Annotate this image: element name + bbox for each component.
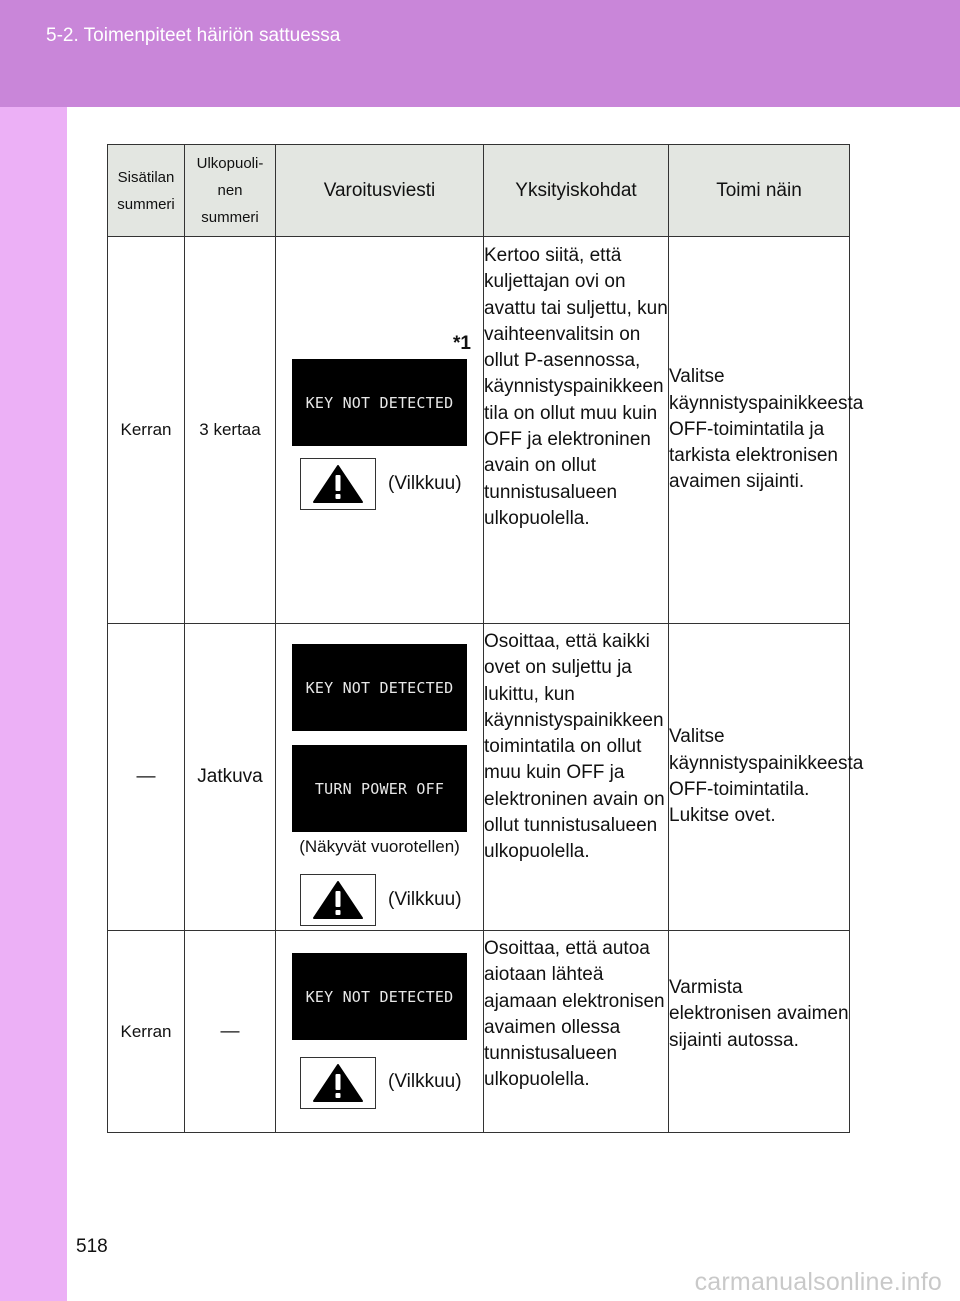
row3-details: Osoittaa, että autoa aiotaan lähteä ajamaan elektronisen avaimen ollessa tunnistusalueen ulkopuolella. [484,931,669,1133]
lcd-display: KEY NOT DETECTED [292,644,467,731]
lcd-display: KEY NOT DETECTED [292,359,467,446]
row3-outside: — [185,931,276,1133]
table-header-row [108,145,850,237]
row1-details: Kertoo siitä, että kuljettajan ovi on avattu tai suljettu, kun vaihteenvalitsin on ollut P-asennossa, käynnistyspainikkeen tila on ollut muu kuin OFF ja elektroninen avain on ollut tunnistusalueen ulkopuolella. [484,237,669,624]
warning-indicator [300,874,376,926]
table-row [108,624,850,931]
row1-action: Valitse käynnistyspainikkeesta OFF-toimintatila ja tarkista elektronisen avaimen sijainti. [669,237,850,624]
watermark: carmanualsonline.info [694,1268,942,1296]
flash-label: (Vilkkuu) [388,1071,462,1092]
lcd-display: KEY NOT DETECTED [292,953,467,1040]
flash-label: (Vilkkuu) [388,889,462,910]
table-row [108,931,850,1133]
warning-table [107,144,864,1133]
row3-inside: Kerran [108,931,185,1133]
section-title: 5-2. Toimenpiteet häiriön sattuessa [46,25,341,46]
row1-outside: 3 kertaa [185,237,276,624]
header-band [0,0,960,107]
header-action: Toimi näin [669,145,850,237]
row2-action: Valitse käynnistyspainikkeesta OFF-toimintatila. Lukitse ovet. [669,624,850,931]
row3-message [276,931,484,1133]
alternating-label: (Näkyvät vuorotellen) [299,837,460,856]
row2-inside: — [108,624,185,931]
header-message: Varoitusviesti [276,145,484,237]
row3-action: Varmista elektronisen avaimen sijainti autossa. [669,931,850,1133]
header-outside-buzzer: Ulkopuoli- nen summeri [185,145,276,237]
warning-triangle-icon [312,880,364,920]
row1-inside: Kerran [108,237,185,624]
header-details: Yksityiskohdat [484,145,669,237]
warning-triangle-icon [312,1063,364,1103]
lcd-display: TURN POWER OFF [292,745,467,832]
warning-triangle-icon [312,464,364,504]
row2-outside: Jatkuva [185,624,276,931]
row2-details: Osoittaa, että kaikki ovet on suljettu ja lukittu, kun käynnistyspainikkeen toimintatila on ollut muu kuin OFF ja elektroninen avain on ollut tunnistusalueen ulkopuolella. [484,624,669,931]
warning-indicator [300,458,376,510]
flash-label: (Vilkkuu) [388,473,462,494]
footnote-marker: *1 [453,333,471,354]
page-number: 518 [76,1236,108,1257]
header-inside-buzzer: Sisätilan summeri [108,145,185,237]
row1-message [276,237,484,624]
side-band [0,107,67,1301]
row2-message [276,624,484,931]
table-row [108,237,850,624]
warning-indicator [300,1057,376,1109]
